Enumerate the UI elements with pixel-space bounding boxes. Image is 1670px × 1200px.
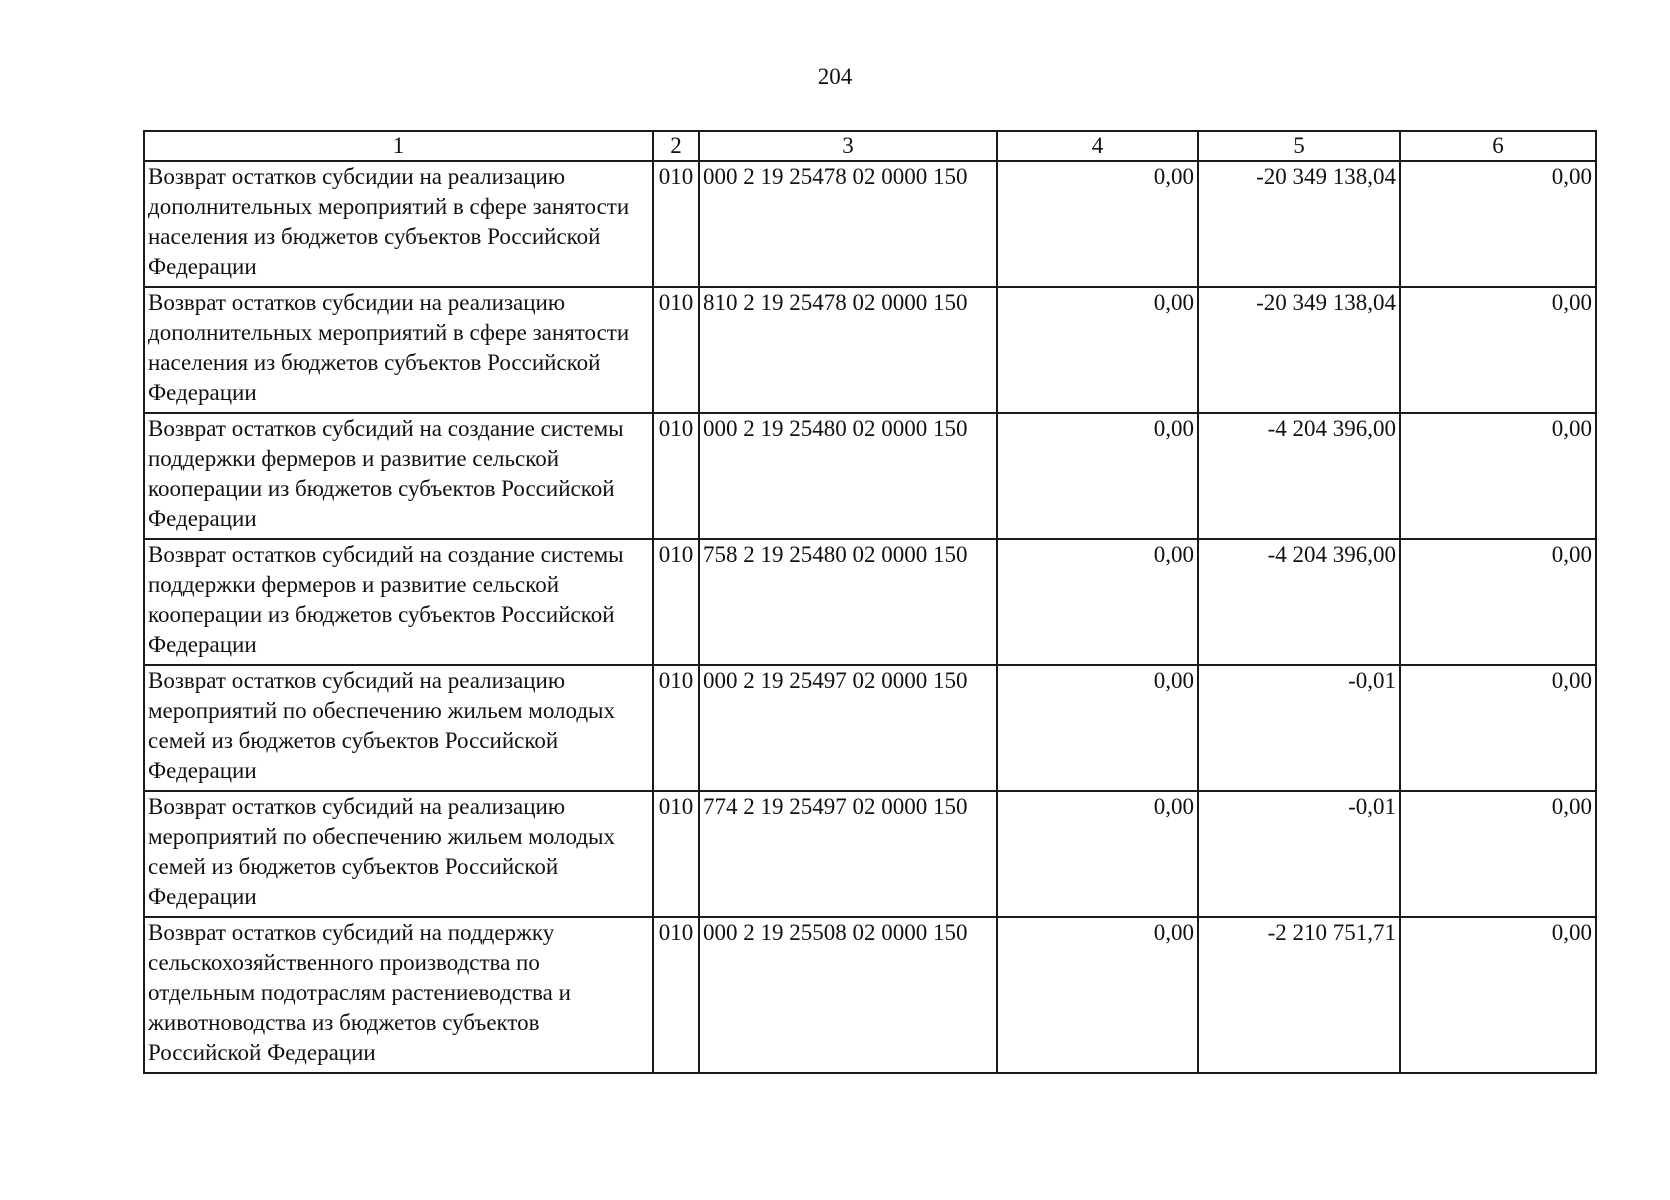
row-code: 000 2 19 25497 02 0000 150 xyxy=(699,665,997,791)
row-col2: 010 xyxy=(653,539,699,665)
table-row xyxy=(144,791,1596,917)
column-header-3: 3 xyxy=(699,131,997,161)
row-col4: 0,00 xyxy=(997,791,1198,917)
row-col4: 0,00 xyxy=(997,917,1198,1073)
row-col6: 0,00 xyxy=(1400,287,1596,413)
row-col4: 0,00 xyxy=(997,287,1198,413)
row-code: 758 2 19 25480 02 0000 150 xyxy=(699,539,997,665)
row-code: 774 2 19 25497 02 0000 150 xyxy=(699,791,997,917)
row-code: 810 2 19 25478 02 0000 150 xyxy=(699,287,997,413)
row-col2: 010 xyxy=(653,917,699,1073)
row-col2: 010 xyxy=(653,287,699,413)
row-name: Возврат остатков субсидии на реализацию дополнительных мероприятий в сфере занятости населения из бюджетов субъектов Российской Федерации xyxy=(144,287,653,413)
row-code: 000 2 19 25480 02 0000 150 xyxy=(699,413,997,539)
table-row xyxy=(144,539,1596,665)
page-number: 204 xyxy=(817,64,853,89)
row-col5: -4 204 396,00 xyxy=(1198,413,1400,539)
row-col5: -4 204 396,00 xyxy=(1198,539,1400,665)
column-header-6: 6 xyxy=(1400,131,1596,161)
table-row xyxy=(144,665,1596,791)
row-col5: -0,01 xyxy=(1198,665,1400,791)
table-row xyxy=(144,917,1596,1073)
row-col2: 010 xyxy=(653,791,699,917)
row-col6: 0,00 xyxy=(1400,791,1596,917)
row-code: 000 2 19 25508 02 0000 150 xyxy=(699,917,997,1073)
row-col6: 0,00 xyxy=(1400,665,1596,791)
row-name: Возврат остатков субсидий на реализацию мероприятий по обеспечению жильем молодых семей из бюджетов субъектов Российской Федерации xyxy=(144,791,653,917)
row-col6: 0,00 xyxy=(1400,917,1596,1073)
row-col2: 010 xyxy=(653,665,699,791)
row-name: Возврат остатков субсидий на реализацию мероприятий по обеспечению жильем молодых семей из бюджетов субъектов Российской Федерации xyxy=(144,665,653,791)
row-col6: 0,00 xyxy=(1400,413,1596,539)
row-name: Возврат остатков субсидий на создание системы поддержки фермеров и развитие сельской кооперации из бюджетов субъектов Российской Федерации xyxy=(144,539,653,665)
row-code: 000 2 19 25478 02 0000 150 xyxy=(699,161,997,287)
row-name: Возврат остатков субсидии на реализацию дополнительных мероприятий в сфере занятости населения из бюджетов субъектов Российской Федерации xyxy=(144,161,653,287)
table-row xyxy=(144,413,1596,539)
table-header-row xyxy=(144,131,1596,161)
row-col4: 0,00 xyxy=(997,665,1198,791)
row-name: Возврат остатков субсидий на поддержку сельскохозяйственного производства по отдельным подотраслям растениеводства и животноводства из бюджетов субъектов Российской Федерации xyxy=(144,917,653,1073)
row-col2: 010 xyxy=(653,161,699,287)
row-col4: 0,00 xyxy=(997,539,1198,665)
row-col6: 0,00 xyxy=(1400,539,1596,665)
table-row xyxy=(144,287,1596,413)
row-col5: -2 210 751,71 xyxy=(1198,917,1400,1073)
table-row xyxy=(144,161,1596,287)
column-header-5: 5 xyxy=(1198,131,1400,161)
row-col6: 0,00 xyxy=(1400,161,1596,287)
budget-table xyxy=(143,130,1597,1074)
column-header-2: 2 xyxy=(653,131,699,161)
row-col2: 010 xyxy=(653,413,699,539)
column-header-4: 4 xyxy=(997,131,1198,161)
row-name: Возврат остатков субсидий на создание системы поддержки фермеров и развитие сельской кооперации из бюджетов субъектов Российской Федерации xyxy=(144,413,653,539)
row-col4: 0,00 xyxy=(997,413,1198,539)
row-col5: -0,01 xyxy=(1198,791,1400,917)
row-col5: -20 349 138,04 xyxy=(1198,287,1400,413)
row-col5: -20 349 138,04 xyxy=(1198,161,1400,287)
column-header-1: 1 xyxy=(144,131,653,161)
row-col4: 0,00 xyxy=(997,161,1198,287)
